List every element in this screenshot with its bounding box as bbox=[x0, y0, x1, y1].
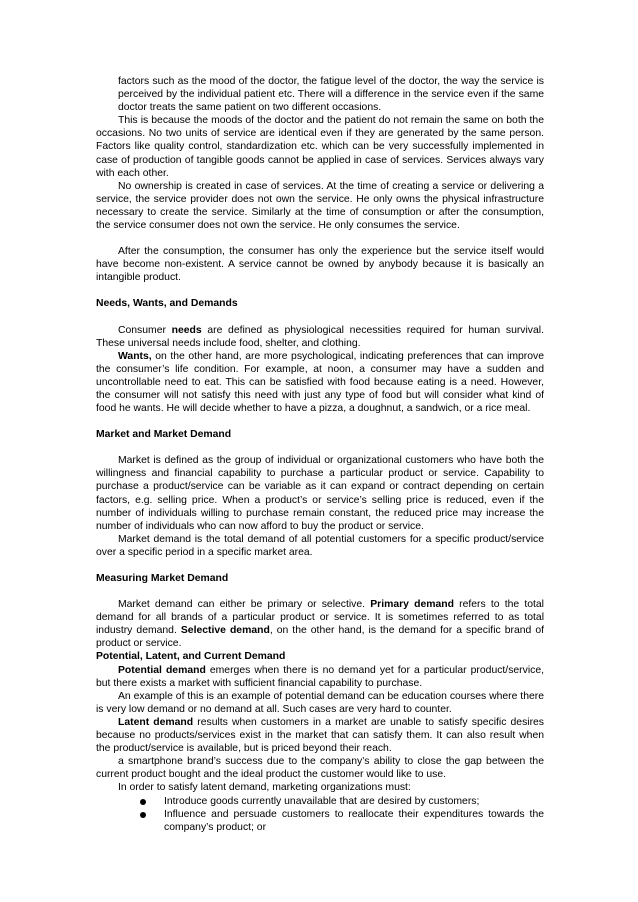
paragraph-latent-demand: Latent demand results when customers in a market are unable to satisfy specific desires because no products/services exist in the market that can satisfy them. It can also result when the product/service is available, but is priced beyond their reach. bbox=[96, 716, 545, 755]
paragraph-in-order: In order to satisfy latent demand, marketing organizations must: bbox=[118, 782, 411, 794]
heading-market-demand: Market and Market Demand bbox=[96, 429, 232, 441]
paragraph-measuring: Market demand can either be primary or selective. Primary demand refers to the total demand for all brands of a particular product or service. It is sometimes referred to as total industry demand. Selective demand, on the other hand, is the demand for a specific brand of product or service. bbox=[96, 599, 544, 650]
paragraph-wants: Wants, on the other hand, are more psychological, indicating preferences that can improve the consumer’s life condition. For example, at noon, a consumer may have a sudden and uncontrollable need to eat. This can be satisfied with food because eating is a need. However, the consumer will not satisfy this need with just any type of food but will consider what kind of food he wants. He will decide whether to have a pizza, a doughnut, a sandwich, or a rice meal. bbox=[96, 350, 544, 415]
paragraph-after-consumption: After the consumption, the consumer has only the experience but the service itself would have become non-existent. A service cannot be owned by anybody because it is basically an intangible product. bbox=[96, 246, 544, 284]
paragraph-market: Market is defined as the group of individual or organizational customers who have both the willingness and financial capability to purchase a particular product or service. Capability to purchase a product/service can be variable as it can expand or contract depending on certain factors, e.g. selling price. When a product’s or service’s selling price is reduced, even if the number of individuals willing to purchase remain constant, the reduced price may increase the number of individuals who can now afford to buy the product or service. bbox=[96, 455, 544, 532]
document-page bbox=[96, 75, 544, 834]
paragraph-market-demand-definition: Market demand is the total demand of all potential customers for a specific product/service over a specific period in a specific market area. bbox=[96, 533, 544, 558]
paragraph-smartphone: a smartphone brand’s success due to the company’s ability to close the gap between the current product bought and the ideal product the customer would like to use. bbox=[96, 756, 544, 781]
heading-potential-latent-current: Potential, Latent, and Current Demand bbox=[96, 651, 286, 663]
bullet-icon bbox=[140, 799, 146, 805]
bullet-icon bbox=[140, 812, 146, 818]
heading-measuring-market-demand: Measuring Market Demand bbox=[96, 573, 229, 584]
list-item: Influence and persuade customers to reallocate their expenditures towards the company’s product; or bbox=[96, 808, 544, 834]
paragraph-moods: This is because the moods of the doctor and the patient do not remain the same on both the occasions. No two units of service are identical even if they are generated by the same person. Factors like quality control, standardization etc. which can be very successfully implemented in case of production of tangible goods cannot be applied in case of services. Services always vary with each other. bbox=[96, 115, 544, 179]
heading-needs-wants-demands: Needs, Wants, and Demands bbox=[96, 298, 238, 310]
list-item: Introduce goods currently unavailable that are desired by customers; bbox=[96, 795, 544, 808]
paragraph-needs: Consumer needs are defined as physiological necessities required for human survival. These universal needs include food, shelter, and clothing. bbox=[96, 324, 544, 349]
paragraph-potential-demand: Potential demand emerges when there is no demand yet for a particular product/service, but there exists a market with sufficient financial capability to purchase. bbox=[96, 664, 544, 689]
paragraph-example: An example of this is an example of potential demand can be education courses where there is very low demand or no demand at all. Such cases are very hard to counter. bbox=[96, 690, 544, 715]
paragraph-service-variation: factors such as the mood of the doctor, the fatigue level of the doctor, the way the service is perceived by the individual patient etc. There will a difference in the service even if the same doctor treats the same patient on two different occasions. bbox=[118, 76, 544, 114]
bullet-list bbox=[96, 795, 544, 834]
paragraph-ownership: No ownership is created in case of services. At the time of creating a service or delivering a service, the service provider does not own the service. He only owns the physical infrastructure necessary to create the service. Similarly at the time of consumption or after the consumption, the service consumer does not own the service. He only consumes the service. bbox=[96, 180, 544, 232]
